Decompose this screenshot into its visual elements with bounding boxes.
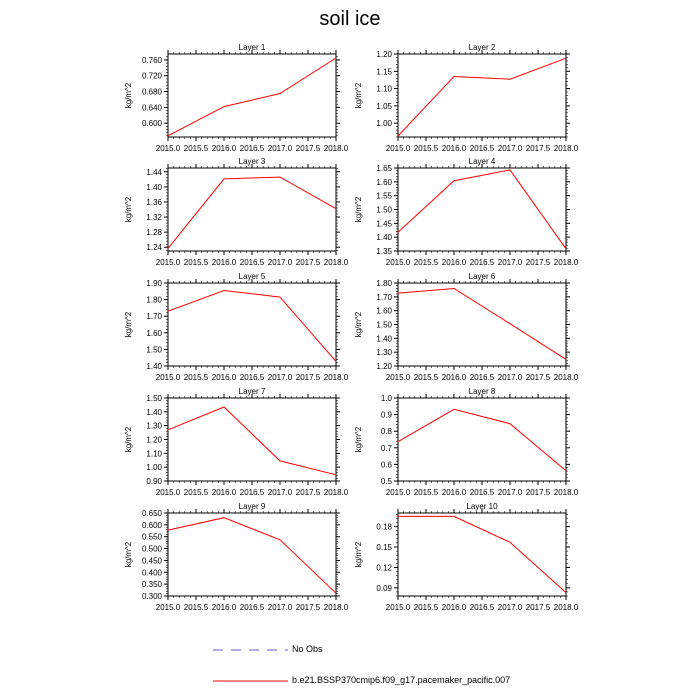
layer-2-title: Layer 2	[468, 43, 496, 52]
layer-9-xtick-label: 2016.0	[211, 603, 237, 612]
layer-1-xtick-label: 2016.5	[239, 144, 265, 153]
layer-8-title: Layer 8	[468, 387, 496, 396]
layer-6-ytick-label: 1.70	[376, 292, 392, 302]
layer-9-ytick-label: 0.450	[141, 556, 162, 566]
layer-6-ylabel: kg/m^2	[354, 311, 363, 338]
layer-2-xtick-label: 2015.0	[385, 144, 411, 153]
layer-7-xtick-label: 2017.5	[295, 488, 321, 497]
layer-7-xtick-label: 2016.5	[239, 488, 265, 497]
layer-3-xtick-label: 2016.0	[211, 258, 237, 267]
layer-1-ytick-label: 0.720	[141, 71, 162, 81]
layer-3-xtick-label: 2017.5	[295, 258, 321, 267]
layer-3-title: Layer 3	[238, 157, 266, 166]
layer-9-xtick-label: 2016.5	[239, 603, 265, 612]
layer-2-ytick-label: 1.10	[376, 84, 392, 94]
layer-3-xtick-label: 2017.0	[267, 258, 293, 267]
layer-3-ytick-label: 1.44	[146, 167, 162, 177]
layer-8-ytick-label: 1.0	[380, 394, 392, 403]
layer-10-ytick-label: 0.18	[376, 522, 392, 532]
layer-10-ylabel: kg/m^2	[354, 541, 363, 568]
layer-1-frame	[168, 54, 336, 137]
layer-3-ytick-label: 1.36	[146, 197, 162, 207]
layer-2-ylabel: kg/m^2	[354, 82, 363, 109]
layer-2-xtick-label: 2017.0	[497, 144, 523, 153]
layer-8-xtick-label: 2016.5	[469, 488, 495, 497]
layer-2-xtick-label: 2015.5	[413, 144, 439, 153]
layer-7-xtick-label: 2015.5	[183, 488, 209, 497]
layer-9-xtick-label: 2015.0	[155, 603, 181, 612]
layer-7-ylabel: kg/m^2	[124, 426, 133, 453]
layer-5-ytick-label: 1.50	[146, 345, 162, 355]
layer-5-ytick-label: 1.90	[146, 279, 162, 288]
layer-4-ytick-label: 1.40	[376, 233, 392, 243]
layer-5-ytick-label: 1.70	[146, 312, 162, 322]
layer-2-ytick-label: 1.20	[376, 50, 392, 59]
layer-4-xtick-label: 2017.5	[525, 258, 551, 267]
layer-4-xtick-label: 2015.0	[385, 258, 411, 267]
layer-3-ytick-label: 1.32	[146, 213, 162, 223]
layer-8-series-line	[398, 409, 566, 470]
layer-9-series-line	[168, 518, 336, 594]
layer-8-xtick-label: 2017.5	[525, 488, 551, 497]
layer-9-frame	[168, 513, 336, 596]
layer-7-series-line	[168, 407, 336, 475]
layer-6-xtick-label: 2016.0	[441, 373, 467, 382]
legend-obs-label: No Obs	[292, 644, 323, 654]
layer-6-xtick-label: 2018.0	[553, 373, 579, 382]
legend-model-label: b.e21.BSSP370cmip6.f09_g17.pacemaker_pacific.007	[292, 675, 511, 685]
layer-4-ytick-label: 1.65	[376, 164, 392, 173]
layer-6-xtick-label: 2017.5	[525, 373, 551, 382]
layer-4-series-line	[398, 170, 566, 249]
layer-5-xtick-label: 2017.5	[295, 373, 321, 382]
layer-6-ytick-label: 1.80	[376, 279, 392, 288]
layer-1-xtick-label: 2015.5	[183, 144, 209, 153]
layer-6-series-line	[398, 289, 566, 360]
layer-5-xtick-label: 2016.5	[239, 373, 265, 382]
page-title: soil ice	[319, 8, 381, 30]
layer-5-ytick-label: 1.40	[146, 362, 162, 371]
layer-9-xtick-label: 2015.5	[183, 603, 209, 612]
layer-10-xtick-label: 2015.5	[413, 603, 439, 612]
layer-10-ytick-label: 0.09	[376, 583, 392, 593]
layer-3-frame	[168, 168, 336, 251]
layer-6-xtick-label: 2015.0	[385, 373, 411, 382]
layer-9-title: Layer 9	[238, 502, 266, 511]
layer-1-xtick-label: 2017.0	[267, 144, 293, 153]
layer-10-xtick-label: 2018.0	[553, 603, 579, 612]
layer-5-ytick-label: 1.80	[146, 295, 162, 305]
layer-4-ytick-label: 1.60	[376, 177, 392, 187]
layer-7-ytick-label: 1.10	[146, 449, 162, 459]
layer-1-ytick-label: 0.680	[141, 87, 162, 97]
layer-5-xtick-label: 2016.0	[211, 373, 237, 382]
layer-9-xtick-label: 2017.0	[267, 603, 293, 612]
layer-8-xtick-label: 2015.5	[413, 488, 439, 497]
layer-6-title: Layer 6	[468, 272, 496, 281]
layer-2-ytick-label: 1.05	[376, 101, 392, 111]
layer-4-xtick-label: 2015.5	[413, 258, 439, 267]
layer-1-xtick-label: 2018.0	[323, 144, 349, 153]
layer-8-xtick-label: 2018.0	[553, 488, 579, 497]
layer-6-ytick-label: 1.30	[376, 348, 392, 358]
layer-8-ytick-label: 0.6	[380, 460, 392, 470]
layer-10-frame	[398, 513, 566, 596]
layer-9-ytick-label: 0.300	[141, 592, 162, 601]
layer-9-ytick-label: 0.500	[141, 544, 162, 554]
layer-9-ytick-label: 0.600	[141, 520, 162, 530]
layer-8-ytick-label: 0.7	[380, 443, 392, 453]
layer-5-frame	[168, 283, 336, 366]
layer-4-ylabel: kg/m^2	[354, 196, 363, 223]
layer-1-xtick-label: 2015.0	[155, 144, 181, 153]
layer-2-xtick-label: 2017.5	[525, 144, 551, 153]
layer-9-ytick-label: 0.350	[141, 580, 162, 590]
layer-2-ytick-label: 1.00	[376, 119, 392, 129]
layer-9-ytick-label: 0.650	[141, 509, 162, 518]
layer-2-series-line	[398, 58, 566, 136]
layer-10-xtick-label: 2017.0	[497, 603, 523, 612]
layer-6-ytick-label: 1.50	[376, 320, 392, 330]
layer-10-series-line	[398, 516, 566, 592]
layer-10-xtick-label: 2016.5	[469, 603, 495, 612]
layer-6-xtick-label: 2017.0	[497, 373, 523, 382]
layer-4-ytick-label: 1.55	[376, 191, 392, 201]
layer-8-xtick-label: 2017.0	[497, 488, 523, 497]
layer-10-xtick-label: 2015.0	[385, 603, 411, 612]
layer-5-xtick-label: 2018.0	[323, 373, 349, 382]
layer-5-xtick-label: 2015.0	[155, 373, 181, 382]
layer-2-xtick-label: 2016.5	[469, 144, 495, 153]
layer-3-xtick-label: 2015.0	[155, 258, 181, 267]
layer-3-ytick-label: 1.28	[146, 228, 162, 238]
layer-3-ytick-label: 1.24	[146, 243, 162, 253]
layer-1-ytick-label: 0.640	[141, 103, 162, 113]
layer-2-ytick-label: 1.15	[376, 67, 392, 77]
layer-8-xtick-label: 2016.0	[441, 488, 467, 497]
layer-7-ytick-label: 1.50	[146, 394, 162, 403]
layer-4-xtick-label: 2017.0	[497, 258, 523, 267]
layer-5-ylabel: kg/m^2	[124, 311, 133, 338]
layer-3-xtick-label: 2016.5	[239, 258, 265, 267]
layer-8-ytick-label: 0.5	[380, 477, 392, 486]
layer-6-ytick-label: 1.20	[376, 362, 392, 371]
layer-7-xtick-label: 2018.0	[323, 488, 349, 497]
layer-7-ytick-label: 1.30	[146, 421, 162, 431]
layer-6-ytick-label: 1.60	[376, 306, 392, 316]
layer-10-title: Layer 10	[466, 502, 498, 511]
layer-7-xtick-label: 2016.0	[211, 488, 237, 497]
layer-9-xtick-label: 2018.0	[323, 603, 349, 612]
layer-7-ytick-label: 1.20	[146, 435, 162, 445]
layer-10-xtick-label: 2017.5	[525, 603, 551, 612]
layer-6-xtick-label: 2016.5	[469, 373, 495, 382]
layer-9-xtick-label: 2017.5	[295, 603, 321, 612]
layer-5-xtick-label: 2015.5	[183, 373, 209, 382]
layer-9-ytick-label: 0.550	[141, 532, 162, 542]
layer-2-xtick-label: 2016.0	[441, 144, 467, 153]
layer-4-xtick-label: 2016.5	[469, 258, 495, 267]
layer-4-ytick-label: 1.45	[376, 219, 392, 229]
layer-6-xtick-label: 2015.5	[413, 373, 439, 382]
layer-8-ytick-label: 0.8	[380, 427, 392, 437]
layer-10-ytick-label: 0.12	[376, 563, 392, 573]
layer-1-ytick-label: 0.760	[141, 55, 162, 65]
layer-5-title: Layer 5	[238, 272, 266, 281]
layer-1-xtick-label: 2016.0	[211, 144, 237, 153]
layer-4-ytick-label: 1.50	[376, 205, 392, 215]
layer-8-ytick-label: 0.9	[380, 410, 392, 420]
layer-7-xtick-label: 2017.0	[267, 488, 293, 497]
layer-8-ylabel: kg/m^2	[354, 426, 363, 453]
layer-7-title: Layer 7	[238, 387, 266, 396]
layer-2-xtick-label: 2018.0	[553, 144, 579, 153]
layer-7-ytick-label: 0.90	[146, 477, 162, 486]
layer-9-ytick-label: 0.400	[141, 568, 162, 578]
layer-1-series-line	[168, 58, 336, 136]
layer-1-xtick-label: 2017.5	[295, 144, 321, 153]
layer-1-ylabel: kg/m^2	[124, 82, 133, 109]
layer-7-xtick-label: 2015.0	[155, 488, 181, 497]
layer-4-xtick-label: 2016.0	[441, 258, 467, 267]
layer-3-xtick-label: 2015.5	[183, 258, 209, 267]
layer-9-ylabel: kg/m^2	[124, 541, 133, 568]
layer-3-ytick-label: 1.40	[146, 182, 162, 192]
layer-2-frame	[398, 54, 566, 137]
layer-8-frame	[398, 398, 566, 481]
layer-7-ytick-label: 1.00	[146, 463, 162, 473]
layer-5-ytick-label: 1.60	[146, 328, 162, 338]
layer-3-ylabel: kg/m^2	[124, 196, 133, 223]
layer-8-xtick-label: 2015.0	[385, 488, 411, 497]
layer-1-ytick-label: 0.600	[141, 119, 162, 129]
layer-4-xtick-label: 2018.0	[553, 258, 579, 267]
layer-6-ytick-label: 1.40	[376, 334, 392, 344]
layer-3-series-line	[168, 177, 336, 248]
layer-10-ytick-label: 0.15	[376, 543, 392, 553]
layer-3-xtick-label: 2018.0	[323, 258, 349, 267]
layer-7-ytick-label: 1.40	[146, 407, 162, 417]
layer-4-ytick-label: 1.35	[376, 247, 392, 256]
layer-1-title: Layer 1	[238, 43, 266, 52]
layer-6-frame	[398, 283, 566, 366]
layer-5-series-line	[168, 291, 336, 362]
layer-5-xtick-label: 2017.0	[267, 373, 293, 382]
layer-4-title: Layer 4	[468, 157, 496, 166]
layer-10-xtick-label: 2016.0	[441, 603, 467, 612]
